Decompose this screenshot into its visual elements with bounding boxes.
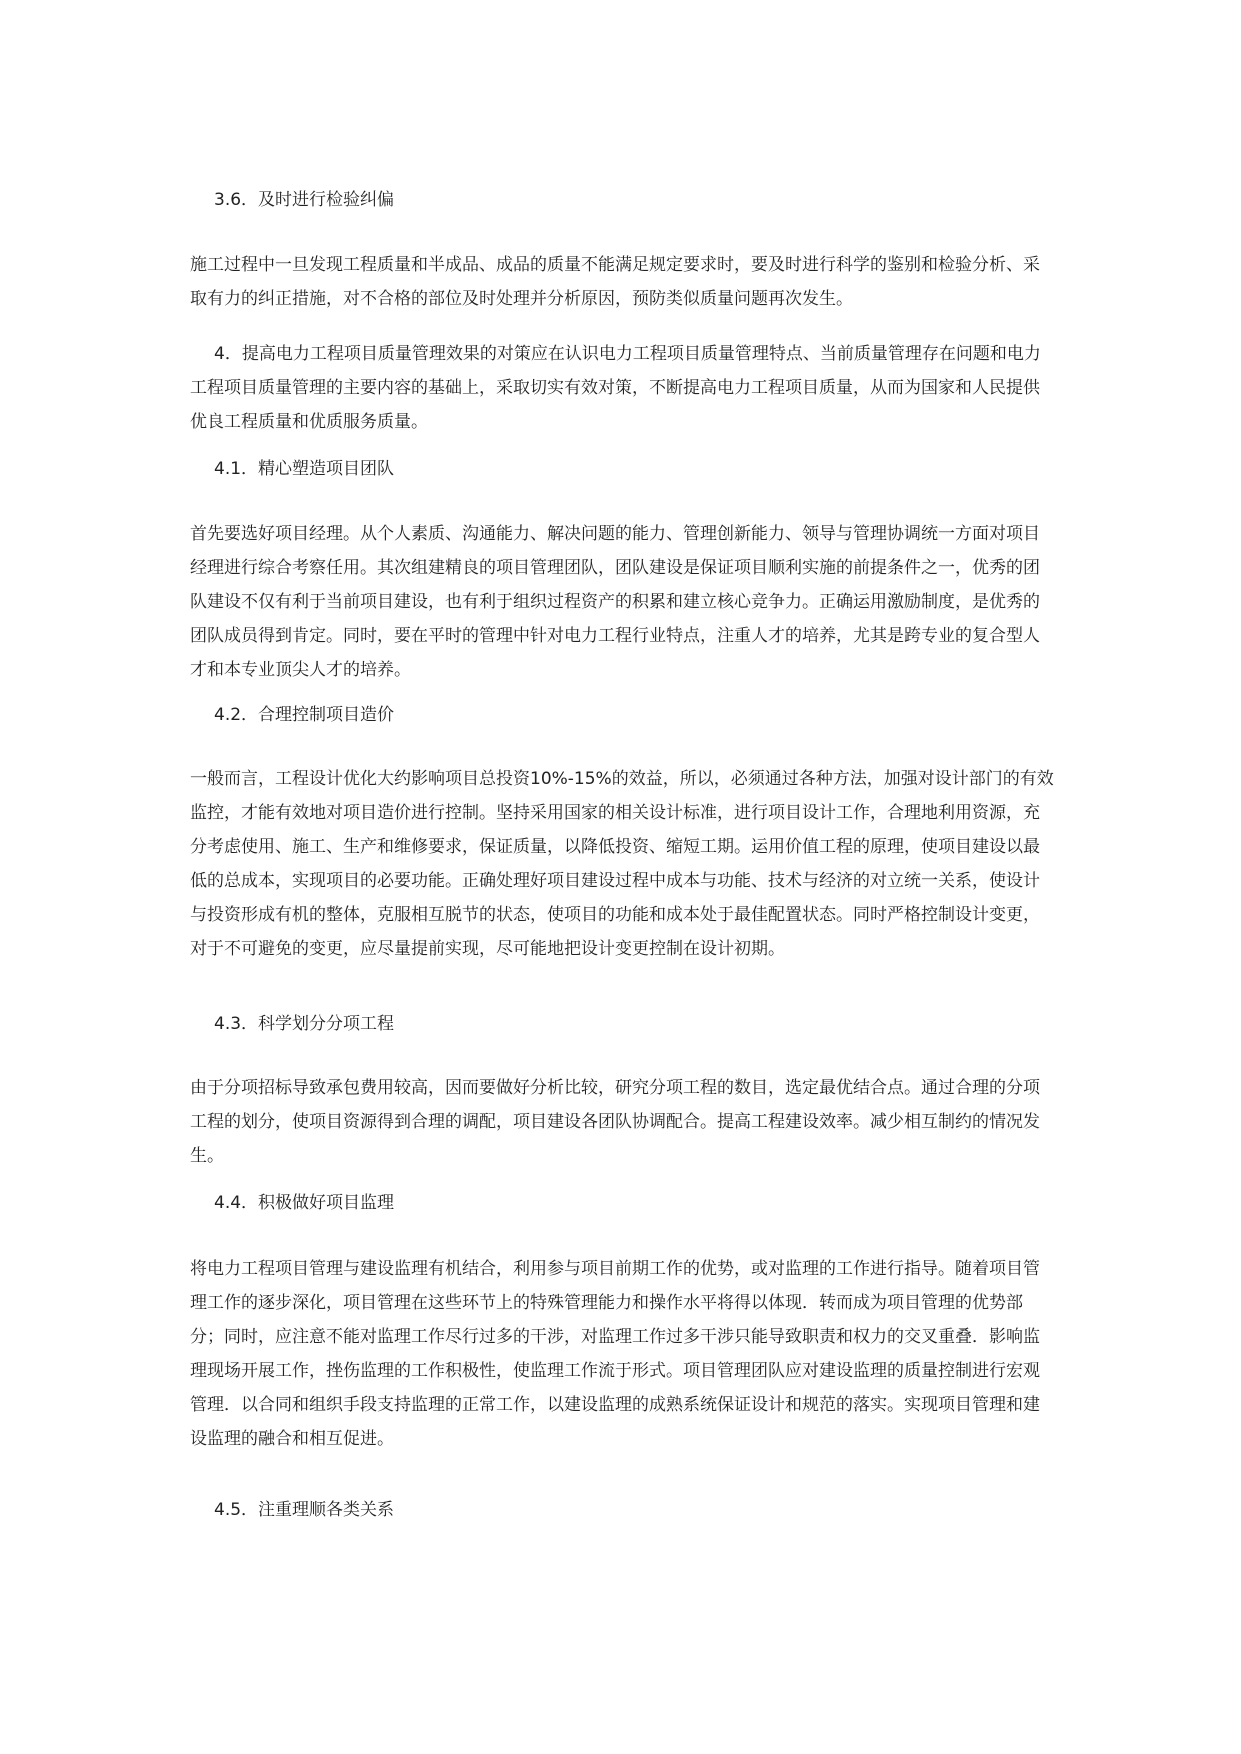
section-body-4-4: 将电力工程项目管理与建设监理有机结合，利用参与项目前期工作的优势，或对监理的工作进行指导。随着项目管理工作的逐步深化，项目管理在这些环节上的特殊管理能力和操作水平将得以体现．转而成为项目管理的优势部分；同时，应注意不能对监理工作尽行过多的干涉，对监理工作过多干涉只能导致职责和权力的交叉重叠．影响监理现场开展工作，挫伤监理的工作积极性，使监理工作流于形式。项目管理团队应对建设监理的质量控制进行宏观管理．以合同和组织手段支持监理的正常工作，以建设监理的成熟系统保证设计和规范的落实。实现项目管理和建设监理的融合和相互促进。 (190, 1259, 1040, 1449)
section-heading-4-4: 4.4．积极做好项目监理 (214, 1193, 395, 1213)
section-body-3-6: 施工过程中一旦发现工程质量和半成品、成品的质量不能满足规定要求时，要及时进行科学的鉴别和检验分析、采取有力的纠正措施，对不合格的部位及时处理并分析原因，预防类似质量问题再次发生。 (190, 255, 1040, 309)
section-body-4-2: 一般而言，工程设计优化大约影响项目总投资10%-15%的效益，所以，必须通过各种方法，加强对设计部门的有效监控，才能有效地对项目造价进行控制。坚持采用国家的相关设计标准，进行项目设计工作，合理地利用资源，充分考虑使用、施工、生产和维修要求，保证质量，以降低投资、缩短工期。运用价值工程的原理，使项目建设以最低的总成本，实现项目的必要功能。正确处理好项目建设过程中成本与功能、技术与经济的对立统一关系，使设计与投资形成有机的整体，克服相互脱节的状态，使项目的功能和成本处于最佳配置状态。同时严格控制设计变更，对于不可避免的变更，应尽量提前实现，尽可能地把设计变更控制在设计初期。 (190, 769, 1054, 959)
section-body-4-3: 由于分项招标导致承包费用较高，因而要做好分析比较，研究分项工程的数目，选定最优结合点。通过合理的分项工程的划分，使项目资源得到合理的调配，项目建设各团队协调配合。提高工程建设效率。减少相互制约的情况发生。 (190, 1078, 1040, 1166)
section-heading-4-5: 4.5．注重理顺各类关系 (214, 1500, 395, 1520)
section-heading-4-2: 4.2．合理控制项目造价 (214, 705, 395, 725)
section-intro-4: 4．提高电力工程项目质量管理效果的对策应在认识电力工程项目质量管理特点、当前质量管理存在问题和电力工程项目质量管理的主要内容的基础上，采取切实有效对策，不断提高电力工程项目质量，从而为国家和人民提供优良工程质量和优质服务质量。 (190, 344, 1041, 432)
section-heading-4-1: 4.1．精心塑造项目团队 (214, 459, 395, 479)
section-heading-4-3: 4.3．科学划分分项工程 (214, 1014, 395, 1034)
section-body-4-1: 首先要选好项目经理。从个人素质、沟通能力、解决问题的能力、管理创新能力、领导与管理协调统一方面对项目经理进行综合考察任用。其次组建精良的项目管理团队，团队建设是保证项目顺利实施的前提条件之一，优秀的团队建设不仅有利于当前项目建设，也有利于组织过程资产的积累和建立核心竞争力。正确运用激励制度，是优秀的团队成员得到肯定。同时，要在平时的管理中针对电力工程行业特点，注重人才的培养，尤其是跨专业的复合型人才和本专业顶尖人才的培养。 (190, 524, 1040, 680)
section-heading-3-6: 3.6．及时进行检验纠偏 (214, 190, 395, 210)
